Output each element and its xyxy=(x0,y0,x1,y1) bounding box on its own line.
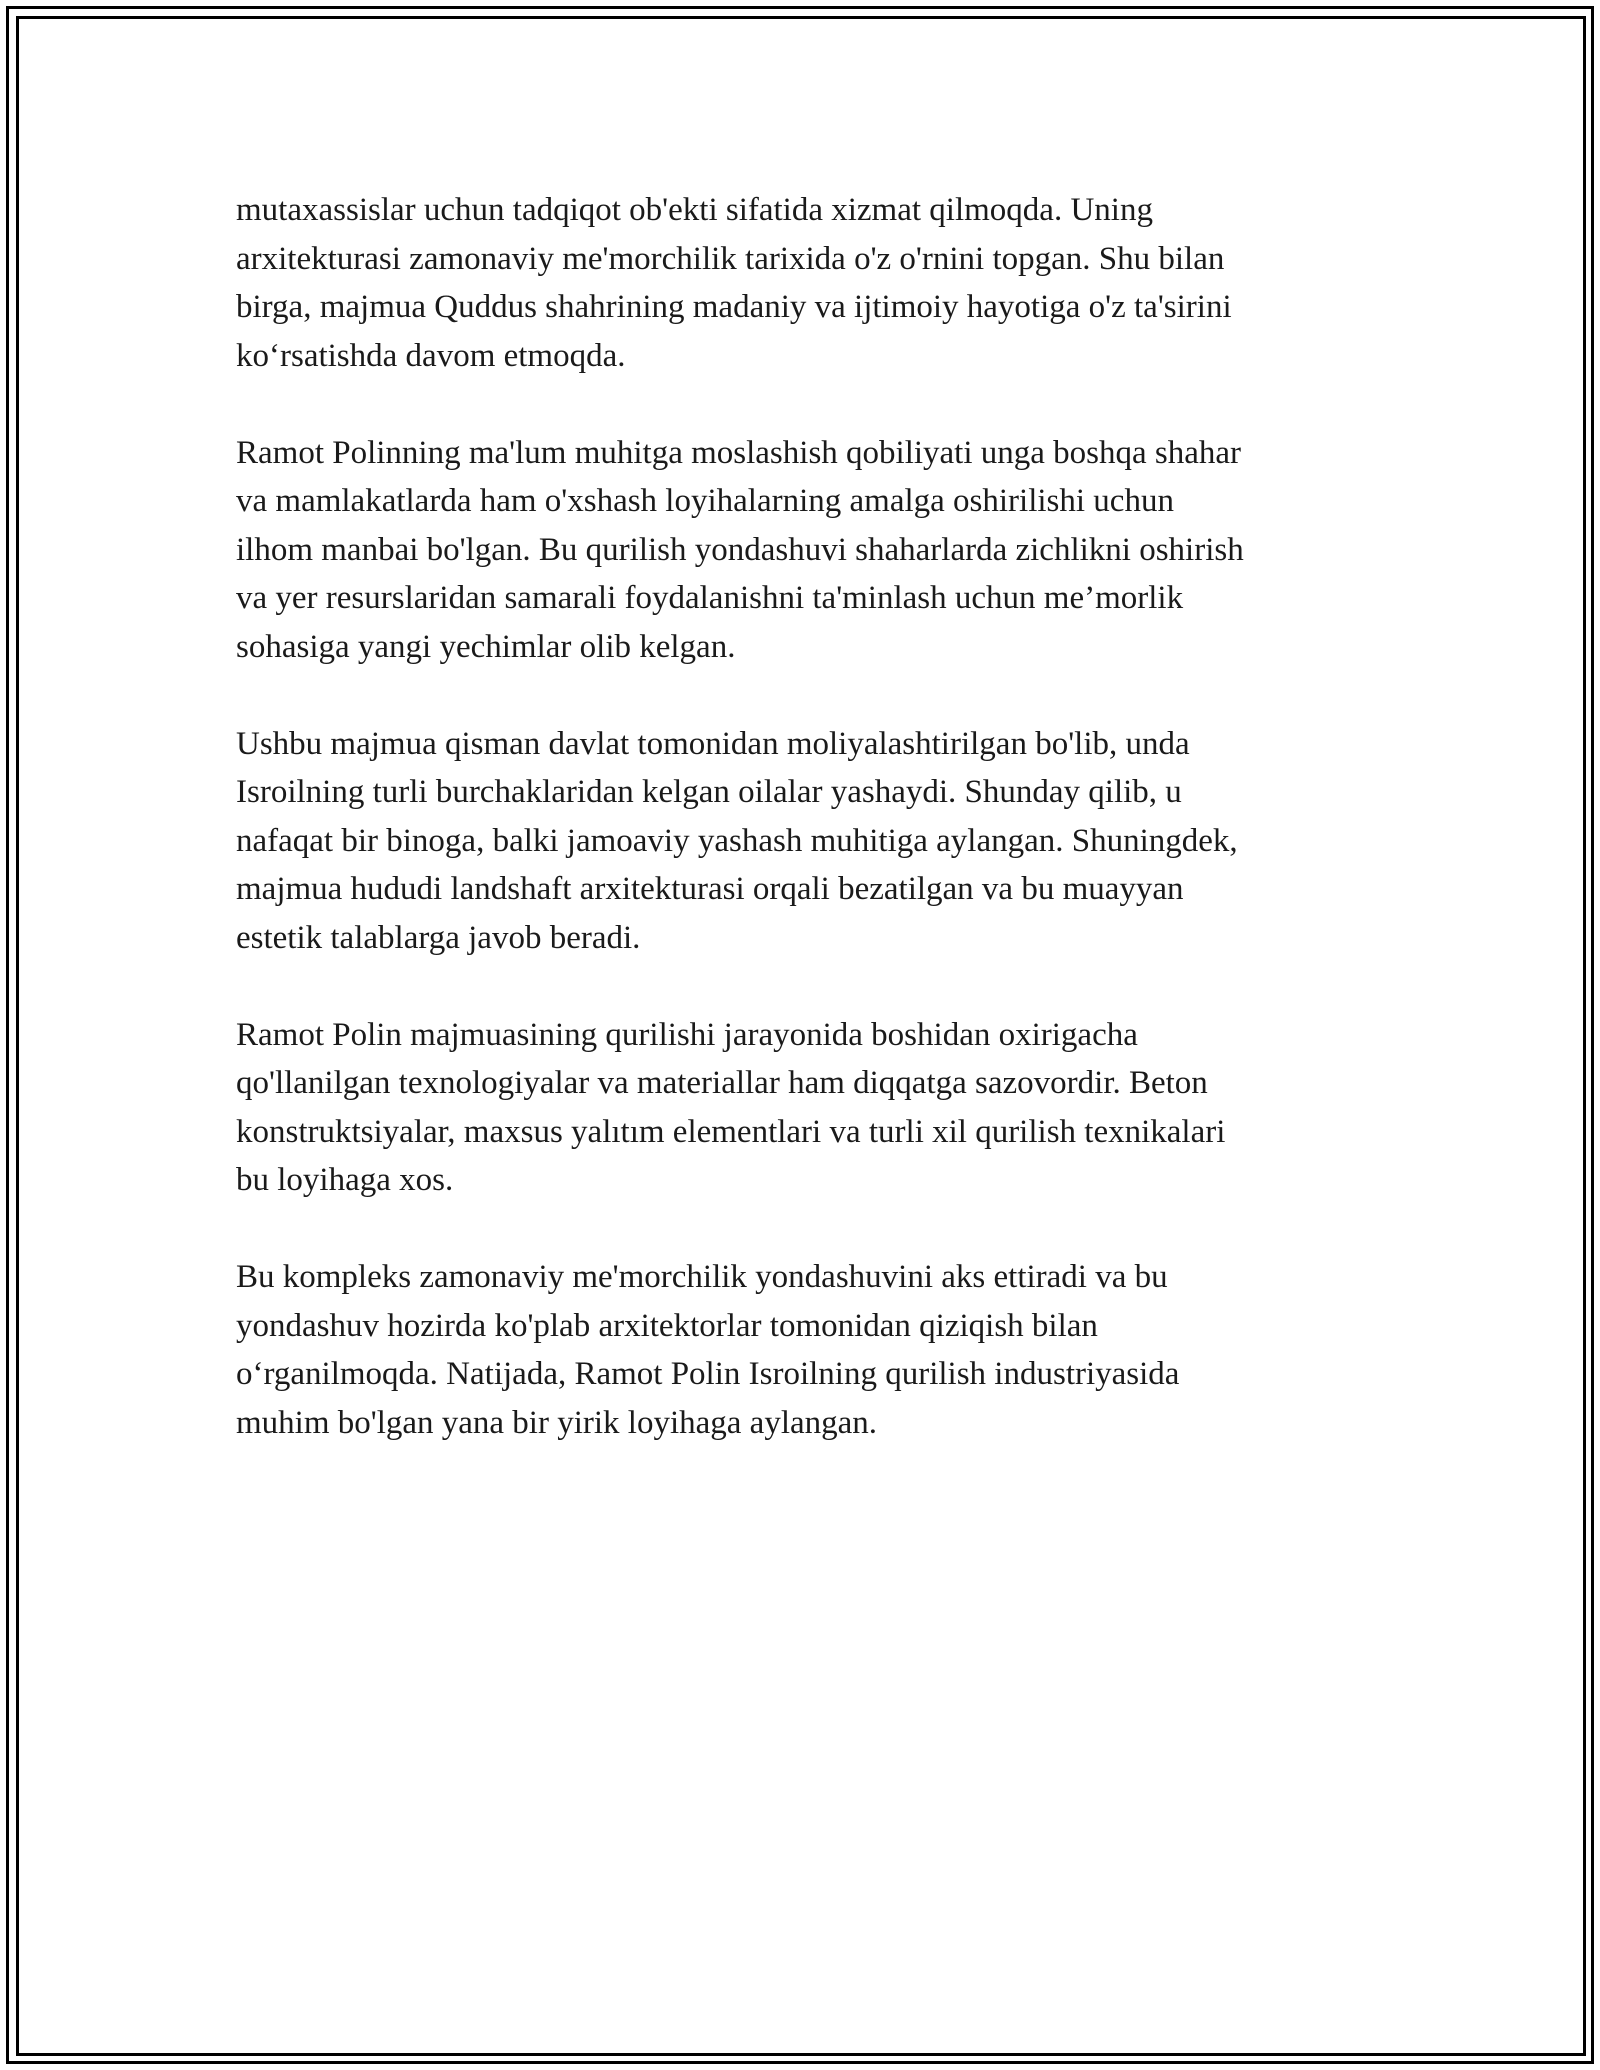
text-line: yondashuv hozirda ko'plab arxitektorlar tomonidan qiziqish bilan xyxy=(236,1307,1098,1344)
paragraph-2 xyxy=(236,429,1366,672)
text-line: muhim bo'lgan yana bir yirik loyihaga aylangan. xyxy=(236,1404,878,1441)
text-line: bu loyihaga xos. xyxy=(236,1162,454,1198)
text-line: Ramot Polinning ma'lum muhitga moslashish qobiliyati unga boshqa shahar xyxy=(236,434,1242,471)
text-line: sohasiga yangi yechimlar olib kelgan. xyxy=(236,628,736,665)
text-line: ilhom manbai bo'lgan. Bu qurilish yondashuvi shaharlarda zichlikni oshirish xyxy=(236,531,1244,568)
text-line: majmua hududi landshaft arxitekturasi orqali bezatilgan va bu muayyan xyxy=(236,871,1184,907)
text-line: arxitekturasi zamonaviy me'morchilik tarixida o'z o'rnini topgan. Shu bilan xyxy=(236,240,1225,277)
text-line: Isroilning turli burchaklaridan kelgan oilalar yashaydi. Shunday qilib, u xyxy=(236,774,1182,810)
text-line: birga, majmua Quddus shahrining madaniy va ijtimoiy hayotiga o'z ta'sirini xyxy=(236,289,1232,325)
paragraph-3 xyxy=(236,720,1366,963)
text-line: va mamlakatlarda ham o'xshash loyihalarning amalga oshirilishi uchun xyxy=(236,483,1174,519)
text-line: qo'llanilgan texnologiyalar va materiallar ham diqqatga sazovordir. Beton xyxy=(236,1065,1208,1101)
paragraph-1 xyxy=(236,186,1366,380)
text-line: Ushbu majmua qisman davlat tomonidan moliyalashtirilgan bo'lib, unda xyxy=(236,725,1190,762)
paragraph-5 xyxy=(236,1253,1366,1447)
text-line: estetik talablarga javob beradi. xyxy=(236,919,641,956)
text-line: ko‘rsatishda davom etmoqda. xyxy=(236,337,626,374)
text-line: o‘rganilmoqda. Natijada, Ramot Polin Isroilning qurilish industriyasida xyxy=(236,1356,1180,1392)
text-line: Bu kompleks zamonaviy me'morchilik yondashuvini aks ettiradi va bu xyxy=(236,1259,1168,1295)
document-body xyxy=(236,186,1366,1447)
text-line: mutaxassislar uchun tadqiqot ob'ekti sifatida xizmat qilmoqda. Uning xyxy=(236,192,1153,228)
text-line: Ramot Polin majmuasining qurilishi jarayonida boshidan oxirigacha xyxy=(236,1016,1138,1053)
text-line: va yer resurslaridan samarali foydalanishni ta'minlash uchun me’morlik xyxy=(236,580,1184,616)
text-line: nafaqat bir binoga, balki jamoaviy yashash muhitiga aylangan. Shuningdek, xyxy=(236,822,1238,859)
paragraph-4 xyxy=(236,1011,1366,1205)
text-line: konstruktsiyalar, maxsus yalıtım elementlari va turli xil qurilish texnikalari xyxy=(236,1113,1226,1150)
